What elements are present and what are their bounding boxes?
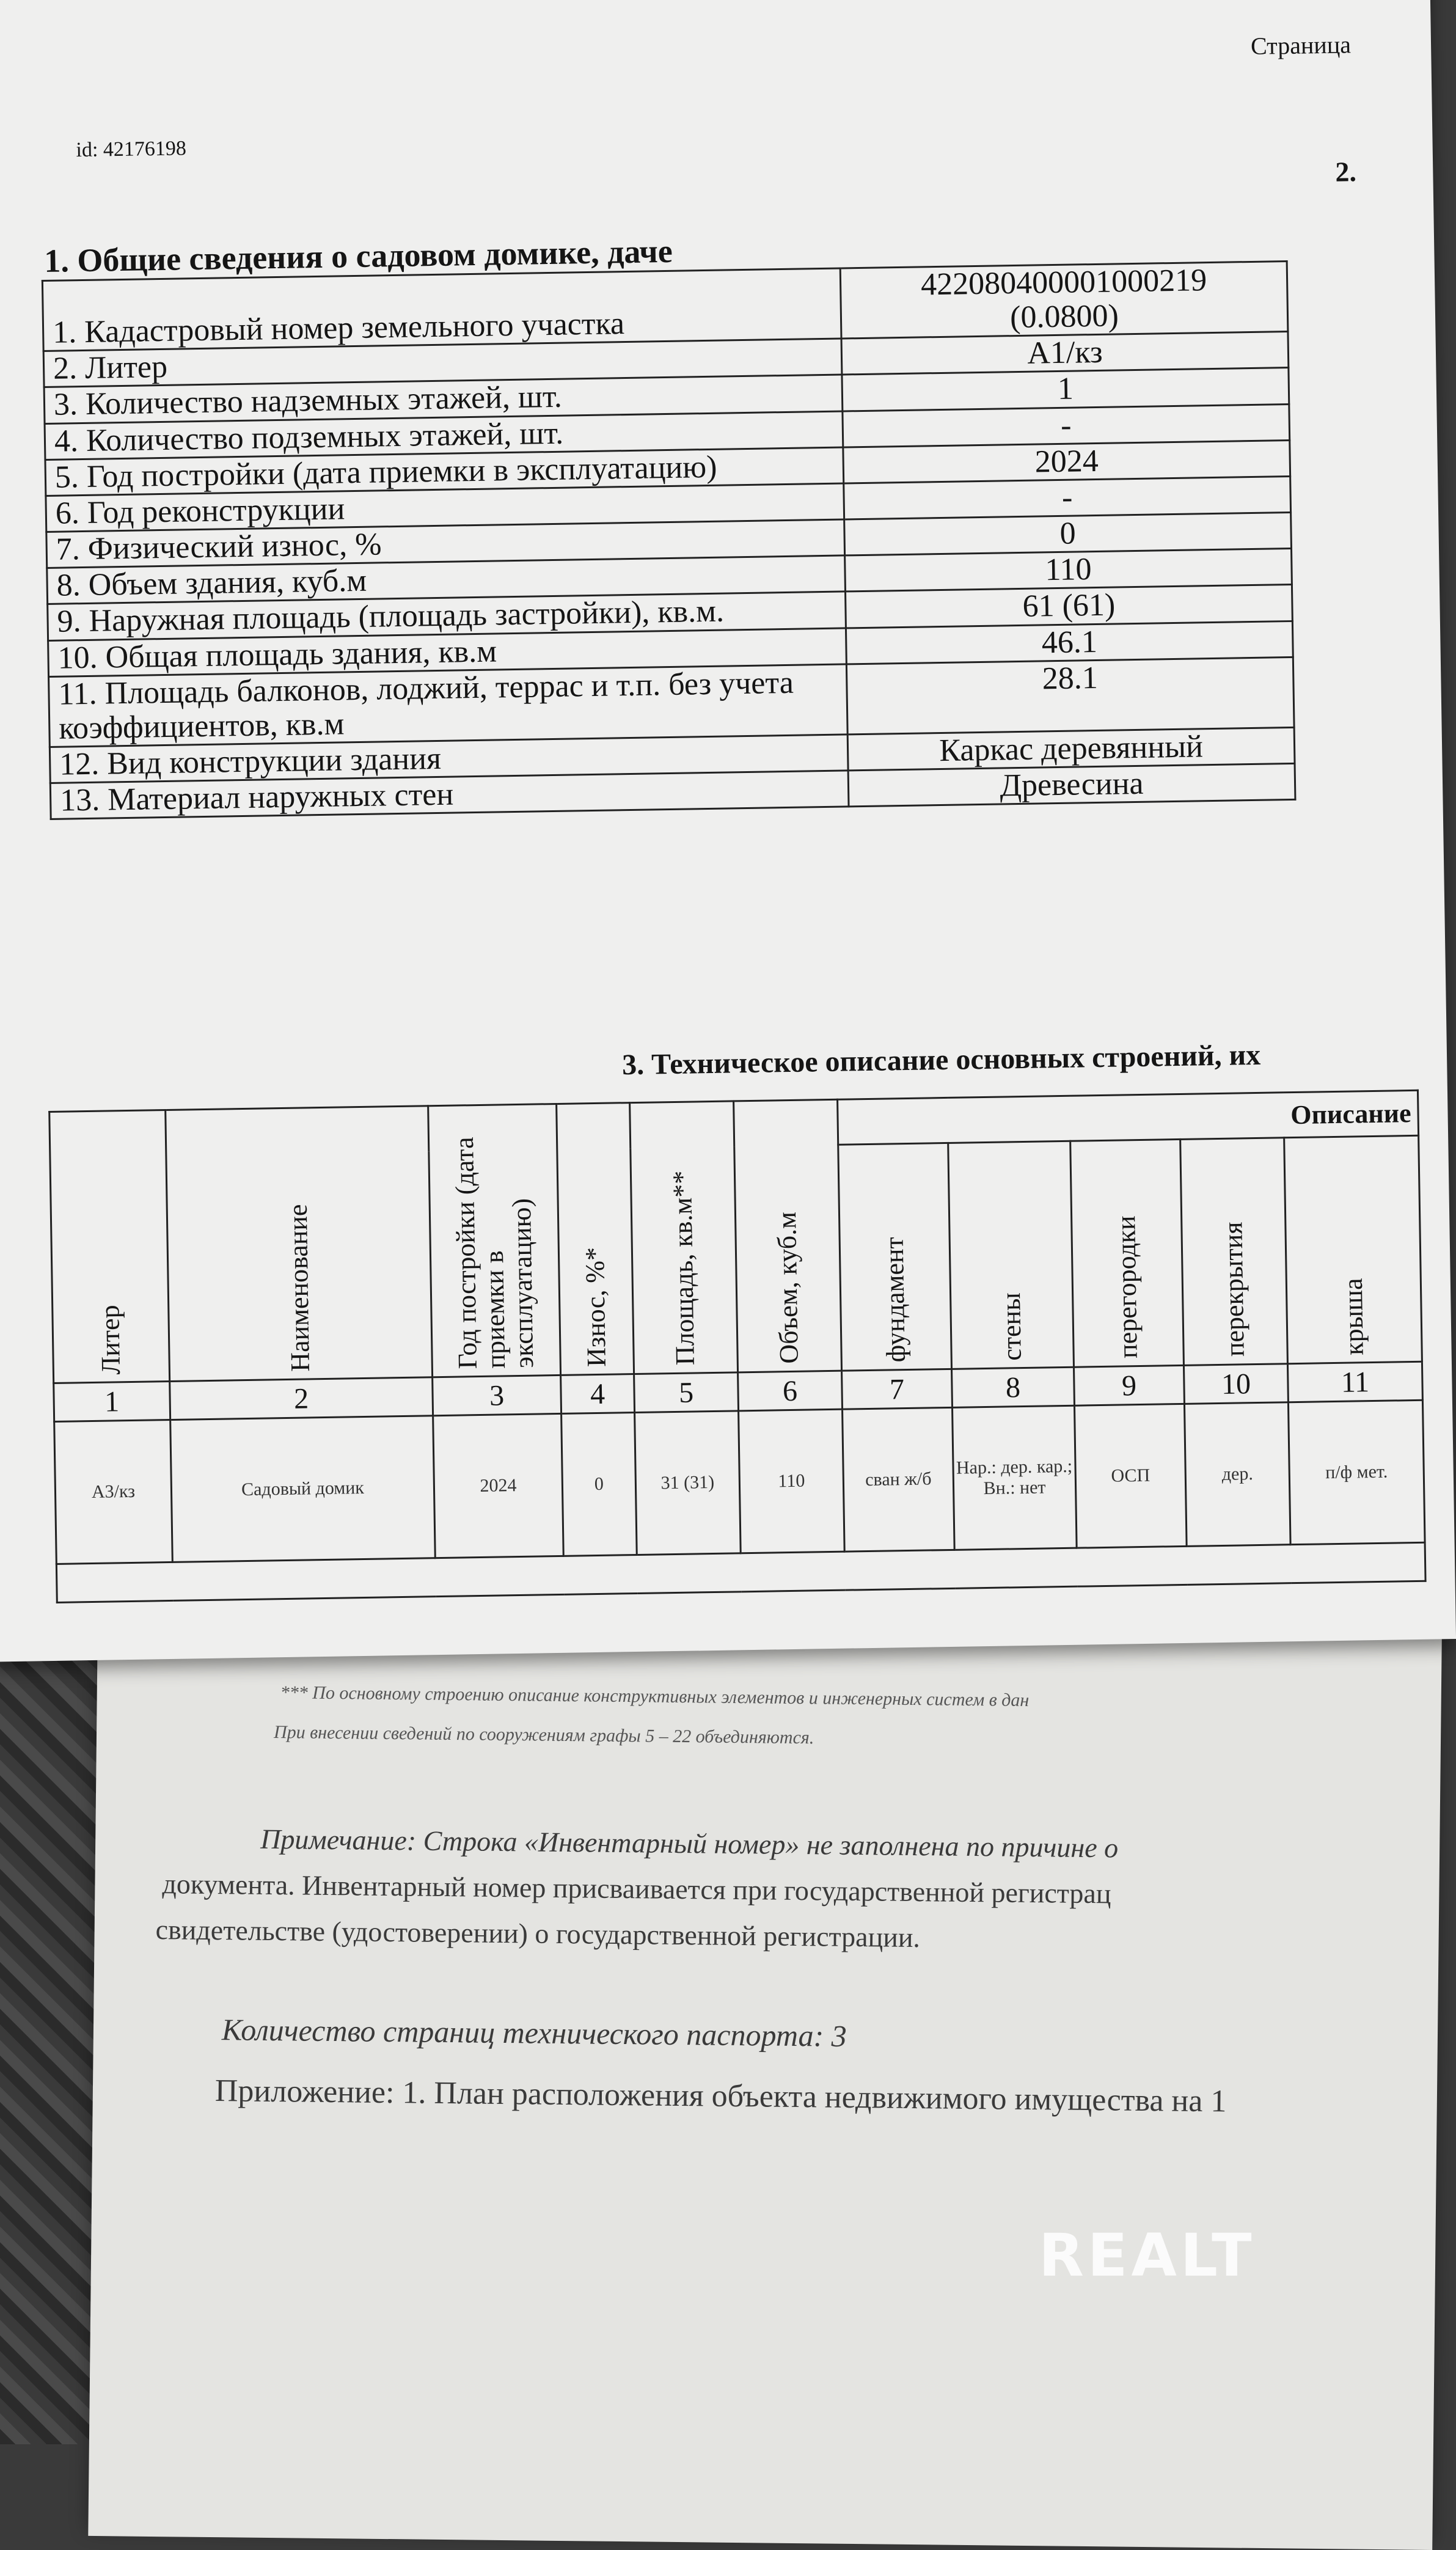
- info-row-label: 8. Объем здания, куб.м: [47, 555, 846, 604]
- info-row-value: 110: [845, 549, 1292, 592]
- data-cell: А3/кз: [54, 1420, 173, 1564]
- info-row-label: 2. Литер: [43, 339, 842, 387]
- info-row-value: А1/кз: [841, 332, 1289, 375]
- info-row-label: 11. Площадь балконов, лоджий, террас и т.п. без учета коэффициентов, кв.м: [49, 664, 848, 747]
- column-header: перекрытия: [1180, 1138, 1288, 1365]
- column-number: 10: [1183, 1364, 1288, 1404]
- column-header: фундамент: [838, 1143, 952, 1371]
- note-line-3: свидетельстве (удостоверении) о государственной регистрации.: [155, 1914, 921, 1954]
- data-cell: ОСП: [1074, 1404, 1187, 1548]
- info-row-value: -: [843, 404, 1290, 447]
- data-cell: Садовый домик: [170, 1416, 436, 1563]
- document-id: id: 42176198: [76, 137, 187, 162]
- info-row-label: 5. Год постройки (дата приемки в эксплуатацию): [45, 447, 844, 496]
- column-number: 8: [952, 1367, 1075, 1407]
- pages-count: Количество страниц технического паспорта: 3: [221, 2012, 847, 2053]
- column-header: Объем, куб.м: [734, 1099, 842, 1372]
- column-header: перегородки: [1070, 1140, 1184, 1367]
- note-line-1: Примечание: Строка «Инвентарный номер» не заполнена по причине о: [260, 1823, 1119, 1864]
- column-number: 2: [170, 1377, 433, 1420]
- general-info-table: [42, 260, 1297, 820]
- info-row-label: 1. Кадастровый номер земельного участка: [42, 268, 841, 351]
- column-header: стены: [948, 1141, 1074, 1369]
- column-number: 5: [634, 1372, 739, 1413]
- info-row-label: 3. Количество надземных этажей, шт.: [44, 375, 843, 423]
- lower-sheet: [88, 1619, 1442, 2550]
- info-row-value: 422080400001000219 (0.0800): [840, 262, 1288, 339]
- column-number: 7: [842, 1369, 953, 1409]
- column-header: Износ, %*: [557, 1103, 634, 1376]
- info-row-label: 13. Материал наружных стен: [50, 771, 849, 819]
- data-cell: п/ф мет.: [1288, 1400, 1425, 1544]
- data-cell: 2024: [433, 1413, 564, 1558]
- column-number: 3: [433, 1375, 562, 1415]
- data-cell: 0: [562, 1413, 637, 1556]
- info-row-value: 2024: [843, 440, 1290, 483]
- info-row-value: Древесина: [848, 764, 1295, 807]
- info-row-value: 28.1: [846, 657, 1294, 735]
- info-row-value: -: [844, 476, 1291, 519]
- footnote-line-1: *** По основному строению описание конструктивных элементов и инженерных систем в дан: [280, 1682, 1030, 1710]
- column-header: Год постройки (дата приемки в эксплуатацию): [428, 1104, 561, 1377]
- column-number: 1: [54, 1381, 170, 1421]
- info-row-value: 1: [842, 368, 1289, 411]
- info-row-value: 0: [844, 513, 1292, 556]
- section2-number: 2.: [1334, 156, 1357, 188]
- description-header: Описание: [838, 1090, 1419, 1145]
- appendix-line: Приложение: 1. План расположения объекта недвижимого имущества на 1: [214, 2073, 1227, 2119]
- column-number: 11: [1287, 1361, 1422, 1402]
- note-line-2: документа. Инвентарный номер присваивается при государственной регистрац: [162, 1868, 1111, 1910]
- info-row-value: Каркас деревянный: [847, 727, 1295, 771]
- info-row-label: 12. Вид конструкции здания: [49, 735, 848, 783]
- data-cell: Нар.: дер. кар.; Вн.: нет: [953, 1405, 1077, 1550]
- info-row-label: 10. Общая площадь здания, кв.м: [48, 628, 847, 677]
- info-row-label: 9. Наружная площадь (площадь застройки), кв.м.: [48, 592, 846, 640]
- column-header: Наименование: [166, 1106, 433, 1382]
- column-number: 4: [561, 1374, 635, 1414]
- info-row-label: 7. Физический износ, %: [46, 519, 845, 568]
- info-row-label: 4. Количество подземных этажей, шт.: [45, 411, 843, 460]
- info-row-label: 6. Год реконструкции: [46, 483, 844, 532]
- data-cell: дер.: [1184, 1402, 1290, 1547]
- column-number: 9: [1074, 1365, 1184, 1405]
- section3-title: 3. Техническое описание основных строений, их: [621, 1038, 1261, 1082]
- technical-description-table: [48, 1090, 1426, 1603]
- column-number: 6: [738, 1371, 843, 1411]
- data-cell: 110: [739, 1409, 845, 1553]
- column-header: Литер: [49, 1110, 170, 1383]
- column-header: крыша: [1284, 1136, 1422, 1364]
- info-row-value: 61 (61): [846, 585, 1293, 628]
- data-cell: 31 (31): [635, 1411, 741, 1555]
- watermark-logo: REALT: [1039, 2221, 1256, 2290]
- column-header: Площадь, кв.м**: [630, 1101, 738, 1374]
- info-row-value: 46.1: [846, 621, 1293, 664]
- section1-title: 1. Общие сведения о садовом домике, даче: [43, 232, 673, 279]
- page-label: Страница: [1250, 31, 1352, 60]
- footnote-line-2: При внесении сведений по сооружениям графы 5 – 22 объединяются.: [273, 1722, 814, 1748]
- data-cell: сван ж/б: [843, 1407, 955, 1552]
